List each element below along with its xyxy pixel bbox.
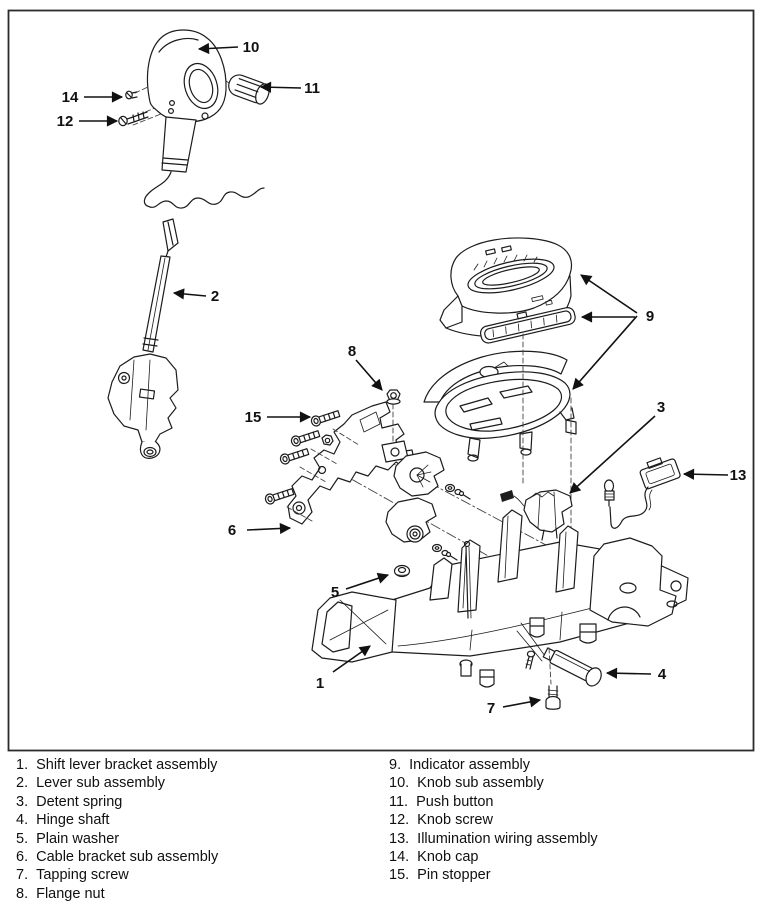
legend-column-right [389,756,598,885]
plain-washer-art [395,566,410,577]
legend-item-number: 2. [16,775,29,792]
legend-item-number: 5. [16,830,29,847]
legend-item-9 [389,756,598,774]
legend-item-6 [16,848,218,866]
legend-item-number: 8. [16,885,29,902]
legend-item-11 [389,793,598,811]
legend-item-number: 12. [389,812,410,829]
legend-item-12 [389,811,598,829]
legend-item-number: 1. [16,757,29,773]
callout-12-label: 12 [56,113,74,130]
legend-item-label: Illumination wiring assembly [417,830,598,847]
legend-item-label: Cable bracket sub assembly [36,848,219,865]
legend-item-label: Tapping screw [36,867,129,884]
callout-9-label: 9 [645,308,655,325]
legend-item-label: Hinge shaft [36,812,110,829]
legend-item-4 [16,811,218,829]
legend-item-8 [16,885,218,903]
callout-1-label: 1 [315,675,325,692]
legend-item-label: Flange nut [36,885,105,902]
callout-8-label: 8 [347,343,357,360]
legend-item-13 [389,830,598,848]
legend-item-label: Knob sub assembly [417,775,544,792]
callout-11-label: 11 [304,80,320,97]
legend-item-number: 14. [389,848,410,865]
callout-6-label: 6 [227,522,237,539]
legend-item-number: 11. [389,793,409,810]
callout-4-label: 4 [657,666,667,683]
callout-13-label: 13 [729,467,747,484]
callout-14-label: 14 [61,89,79,106]
legend-item-label: Shift lever bracket assembly [36,757,218,773]
legend-item-2 [16,774,218,792]
legend-item-label: Knob screw [417,812,493,829]
legend-item-number: 15. [389,867,410,884]
legend-item-14 [389,848,598,866]
legend-item-label: Plain washer [36,830,120,847]
legend-item-number: 3. [16,793,29,810]
legend-item-5 [16,830,218,848]
callout-3-label: 3 [656,399,666,416]
callout-2-label: 2 [210,288,220,305]
callout-15-label: 15 [244,409,262,426]
legend-item-number: 9. [389,757,402,773]
legend-item-1 [16,756,218,774]
legend-item-label: Knob cap [417,848,479,865]
legend-item-label: Pin stopper [417,867,491,884]
legend-item-label: Lever sub assembly [36,775,166,792]
legend-item-label: Indicator assembly [409,757,530,773]
legend-item-number: 7. [16,867,29,884]
legend-item-number: 13. [389,830,410,847]
legend-item-number: 4. [16,812,29,829]
legend-item-label: Push button [416,793,494,810]
legend-item-15 [389,866,598,884]
legend-item-label: Detent spring [36,793,123,810]
legend-item-3 [16,793,218,811]
legend-column-left [16,756,218,903]
callout-10-label: 10 [242,39,260,56]
legend-item-7 [16,866,218,884]
callout-5-label: 5 [330,584,340,601]
callout-7-label: 7 [486,700,496,717]
legend-item-number: 10. [389,775,410,792]
legend-item-number: 6. [16,848,29,865]
legend-item-10 [389,774,598,792]
